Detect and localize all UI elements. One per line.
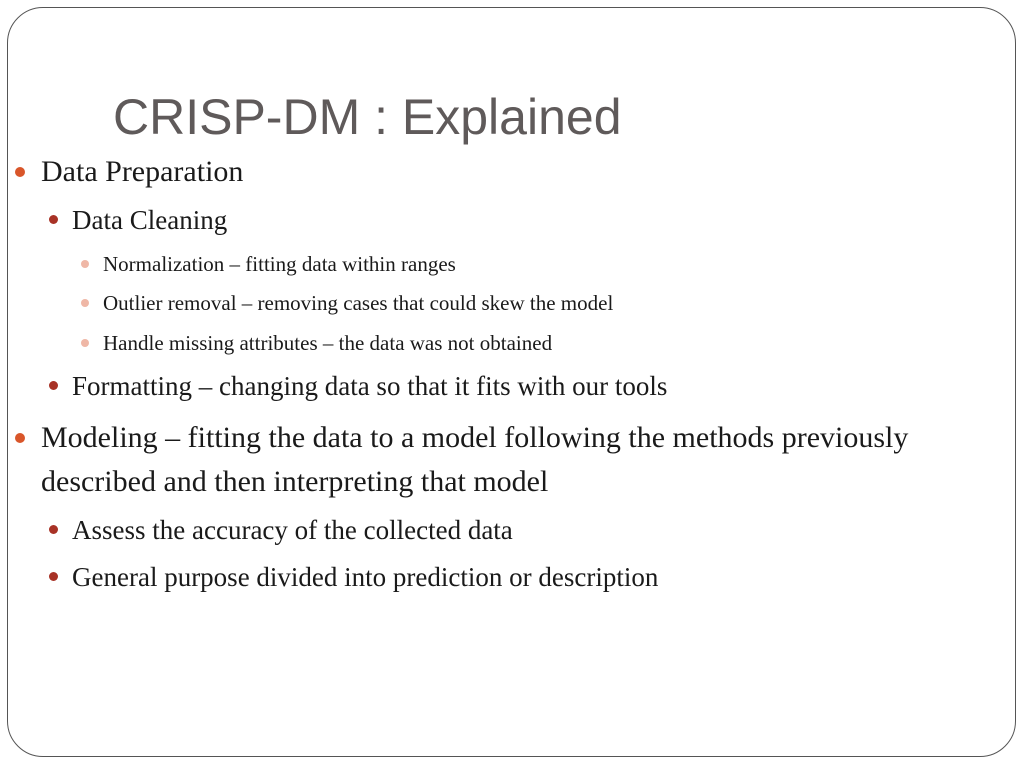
- bullet-text-line-1: Modeling – fitting the data to a model following the methods previously: [41, 421, 909, 454]
- bullet-item: [103, 289, 613, 317]
- bullet-dot-icon: [49, 525, 58, 534]
- bullet-item: [72, 513, 513, 547]
- bullet-dot-icon: [49, 381, 58, 390]
- bullet-dot-icon: [49, 572, 58, 581]
- bullet-item: [41, 416, 908, 504]
- bullet-text: Data Preparation: [41, 155, 244, 188]
- bullet-dot-icon: [81, 260, 89, 268]
- bullet-item: [103, 329, 552, 357]
- bullet-item: [72, 560, 658, 594]
- bullet-dot-icon: [49, 215, 58, 224]
- bullet-dot-icon: [81, 339, 89, 347]
- bullet-text: Handle missing attributes – the data was not obtained: [103, 331, 553, 355]
- slide-title: CRISP-DM : Explained: [113, 89, 622, 145]
- bullet-text: General purpose divided into prediction or description: [72, 562, 659, 592]
- bullet-item: [103, 250, 456, 278]
- bullet-text: Assess the accuracy of the collected data: [72, 515, 513, 545]
- bullet-text-line-2: described and then interpreting that model: [41, 465, 549, 498]
- bullet-text: Data Cleaning: [72, 205, 228, 235]
- bullet-text: Outlier removal – removing cases that could skew the model: [103, 291, 614, 315]
- bullet-text: Normalization – fitting data within ranges: [103, 252, 456, 276]
- bullet-dot-icon: [81, 299, 89, 307]
- bullet-item: [41, 150, 243, 194]
- bullet-dot-icon: [15, 433, 25, 443]
- bullet-dot-icon: [15, 167, 25, 177]
- bullet-item: [72, 369, 667, 403]
- bullet-item: [72, 203, 227, 237]
- bullet-text: Formatting – changing data so that it fits with our tools: [72, 371, 668, 401]
